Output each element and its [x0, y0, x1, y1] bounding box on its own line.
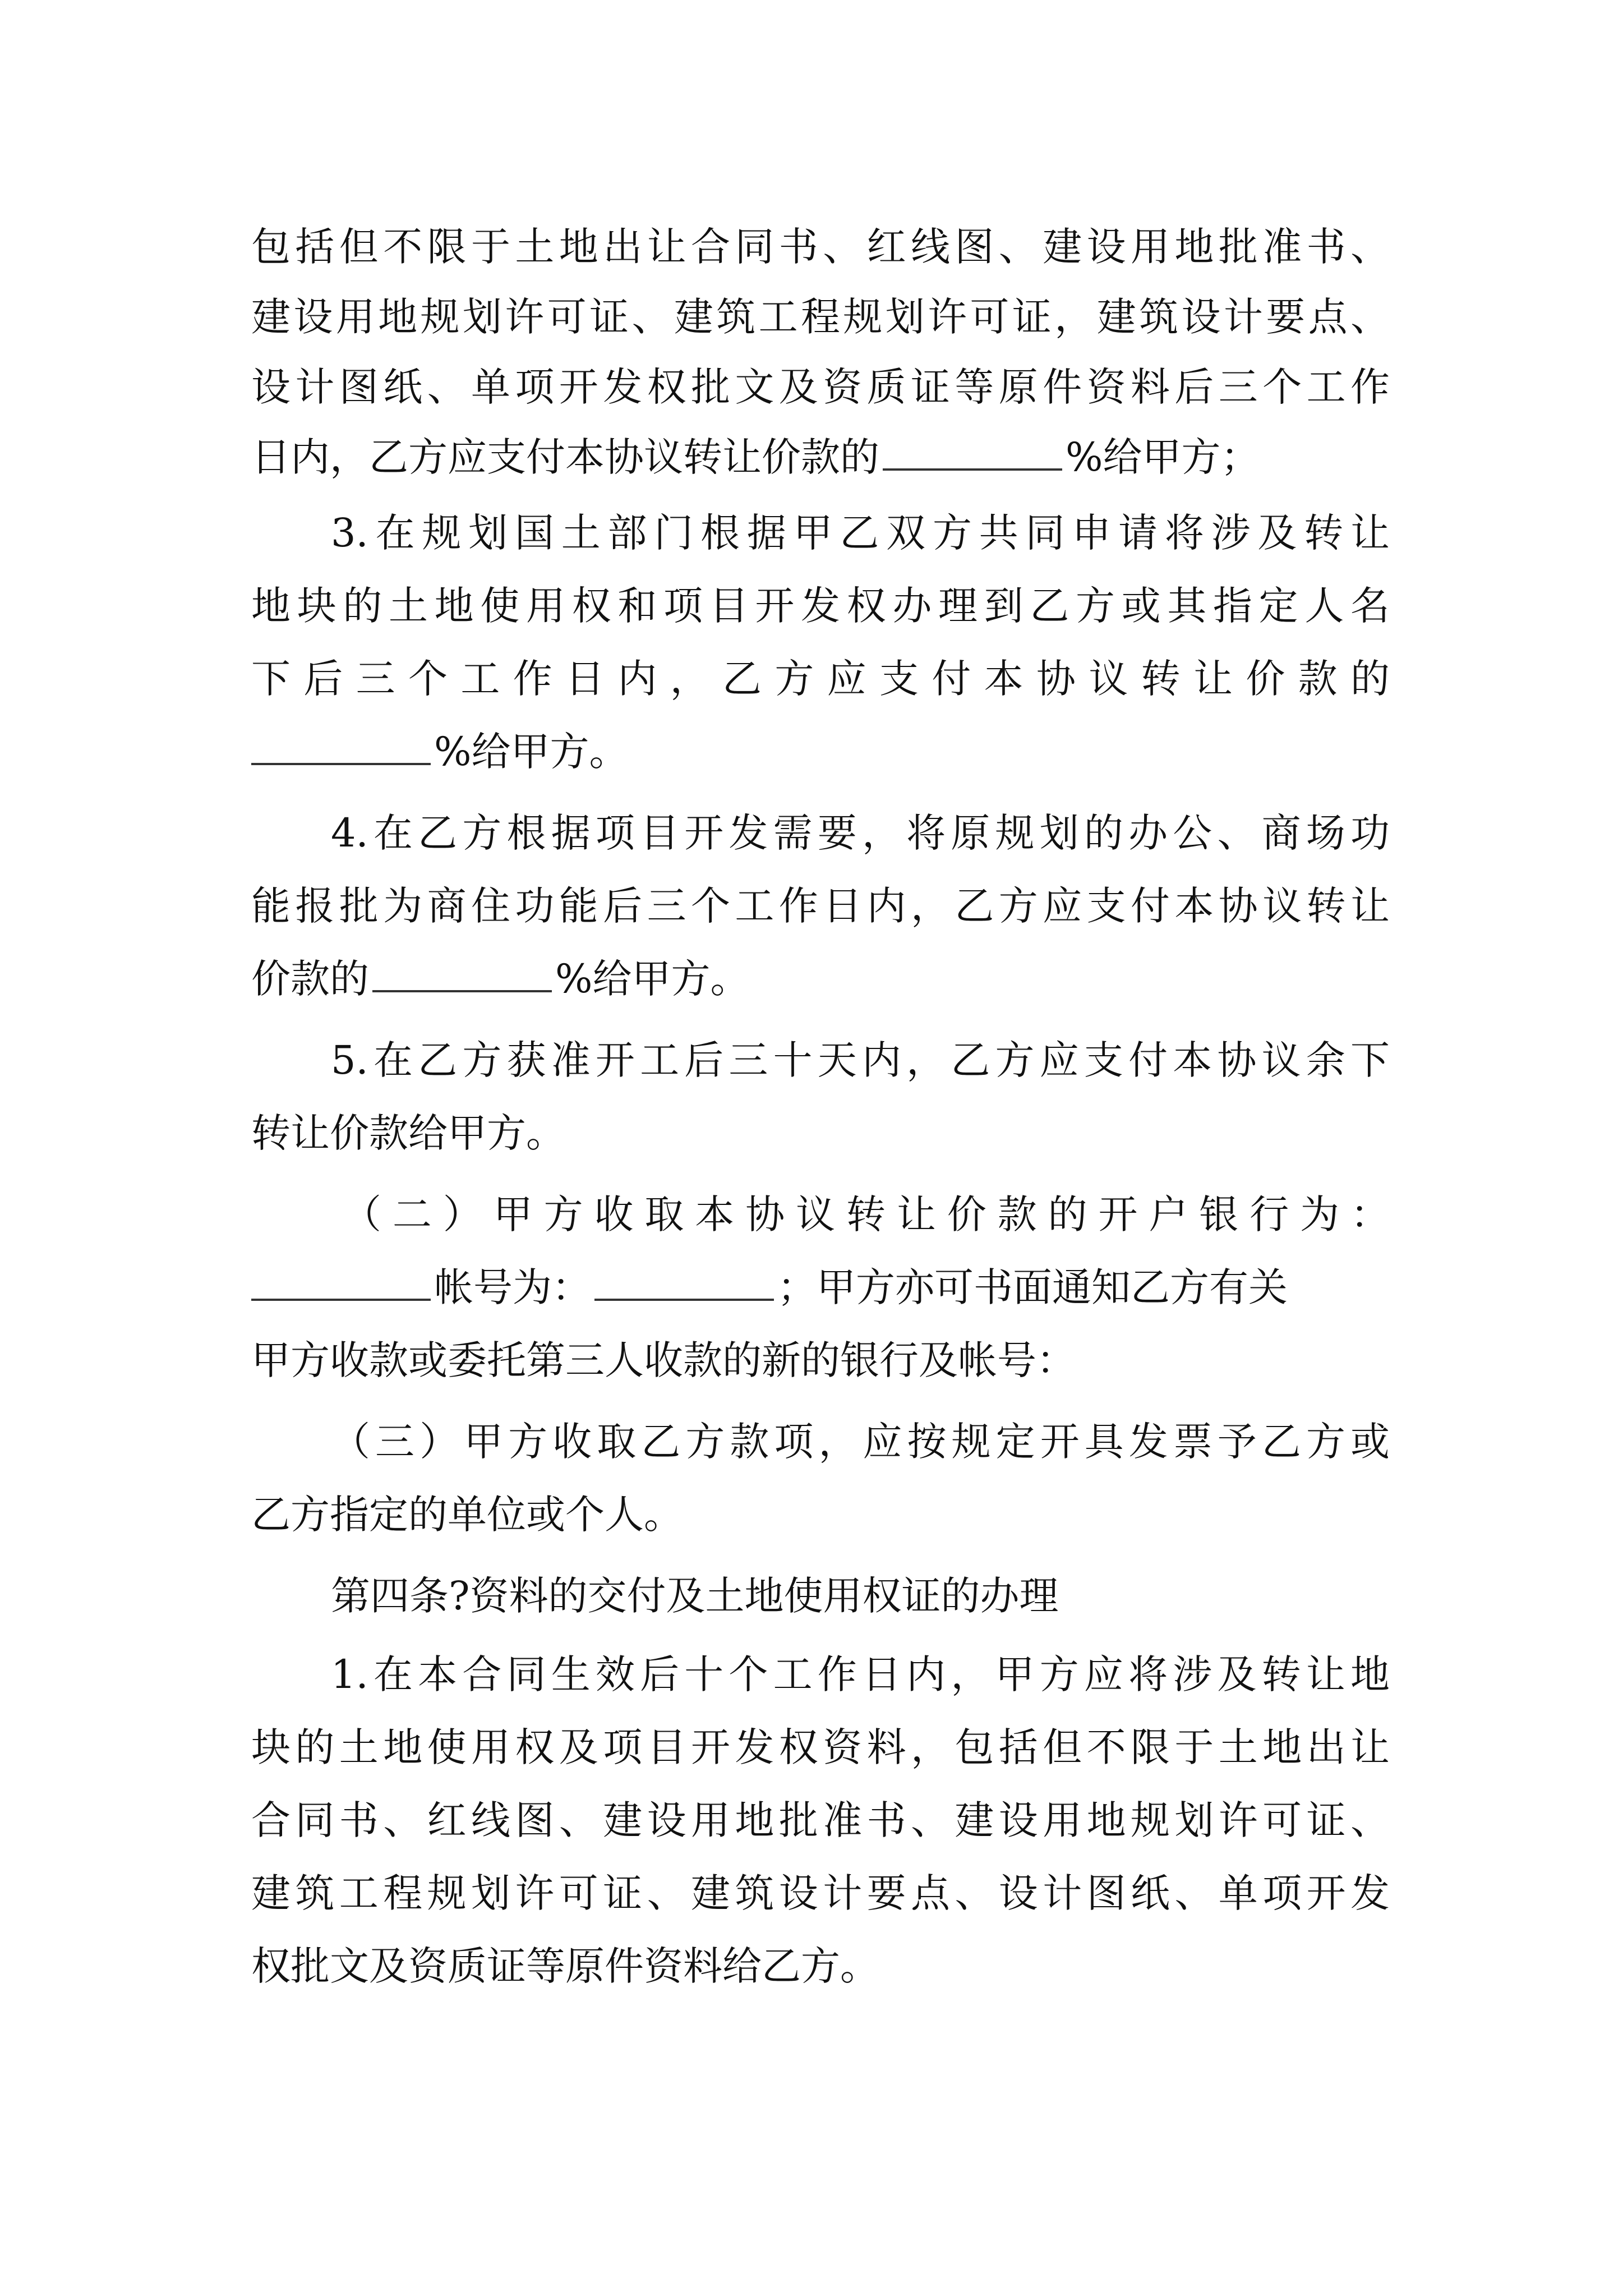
text-line: 乙方指定的单位或个人。: [251, 1492, 683, 1538]
text-line: 权批文及资质证等原件资料给乙方。: [251, 1943, 879, 1989]
text-line-with-blank: [251, 721, 1390, 783]
paragraph-start-line: 4.在乙方根据项目开发需要，将原规划的办公、商场功: [331, 810, 1390, 856]
text-line: 甲方收款或委托第三人收款的新的银行及帐号：: [251, 1337, 1076, 1383]
text-fragment: %给甲方。: [555, 956, 750, 1002]
fill-in-blank: [251, 1298, 431, 1301]
fill-in-blank: [372, 990, 552, 992]
text-line: 建筑工程规划许可证、建筑设计要点、设计图纸、单项开发: [251, 1870, 1390, 1916]
text-line: 下后三个工作日内，乙方应支付本协议转让价款的: [251, 656, 1390, 702]
text-line: 能报批为商住功能后三个工作日内，乙方应支付本协议转让: [251, 883, 1390, 929]
text-line-with-blank: [251, 426, 1390, 488]
text-line-with-blank: [251, 948, 1390, 1010]
paragraph-start-line: 3.在规划国土部门根据甲乙双方共同申请将涉及转让: [331, 510, 1390, 556]
paragraph-start-line: （三）甲方收取乙方款项，应按规定开具发票予乙方或: [331, 1419, 1390, 1465]
text-line-with-blank: [251, 1257, 1390, 1318]
text-fragment: ；甲方亦可书面通知乙方有关: [777, 1264, 1288, 1310]
paragraph-start-line: （二）甲方收取本协议转让价款的开户银行为：: [342, 1191, 1390, 1237]
text-line: 地块的土地使用权和项目开发权办理到乙方或其指定人名: [251, 583, 1390, 629]
text-fragment: 价款的: [251, 956, 369, 1002]
fill-in-blank: [251, 762, 431, 765]
text-fragment: %给甲方。: [434, 729, 629, 775]
text-line: 建设用地规划许可证、建筑工程规划许可证，建筑设计要点、: [251, 294, 1390, 340]
text-line: 块的土地使用权及项目开发权资料，包括但不限于土地出让: [251, 1724, 1390, 1770]
text-line: 包括但不限于土地出让合同书、红线图、建设用地批准书、: [251, 224, 1390, 270]
fill-in-blank: [883, 468, 1062, 471]
text-fragment: 日内，乙方应支付本协议转让价款的: [251, 434, 879, 480]
text-line: 合同书、红线图、建设用地批准书、建设用地规划许可证、: [251, 1797, 1390, 1843]
paragraph-start-line: 1.在本合同生效后十个工作日内，甲方应将涉及转让地: [331, 1651, 1390, 1697]
text-line: 设计图纸、单项开发权批文及资质证等原件资料后三个工作: [251, 364, 1390, 410]
paragraph-start-line: 5.在乙方获准开工后三十天内，乙方应支付本协议余下: [331, 1037, 1390, 1083]
text-line: 转让价款给甲方。: [251, 1110, 565, 1156]
text-fragment: 帐号为：: [434, 1264, 591, 1310]
fill-in-blank: [594, 1298, 774, 1301]
section-heading: 第四条?资料的交付及土地使用权证的办理: [331, 1573, 1059, 1619]
text-fragment: %给甲方；: [1066, 434, 1260, 480]
